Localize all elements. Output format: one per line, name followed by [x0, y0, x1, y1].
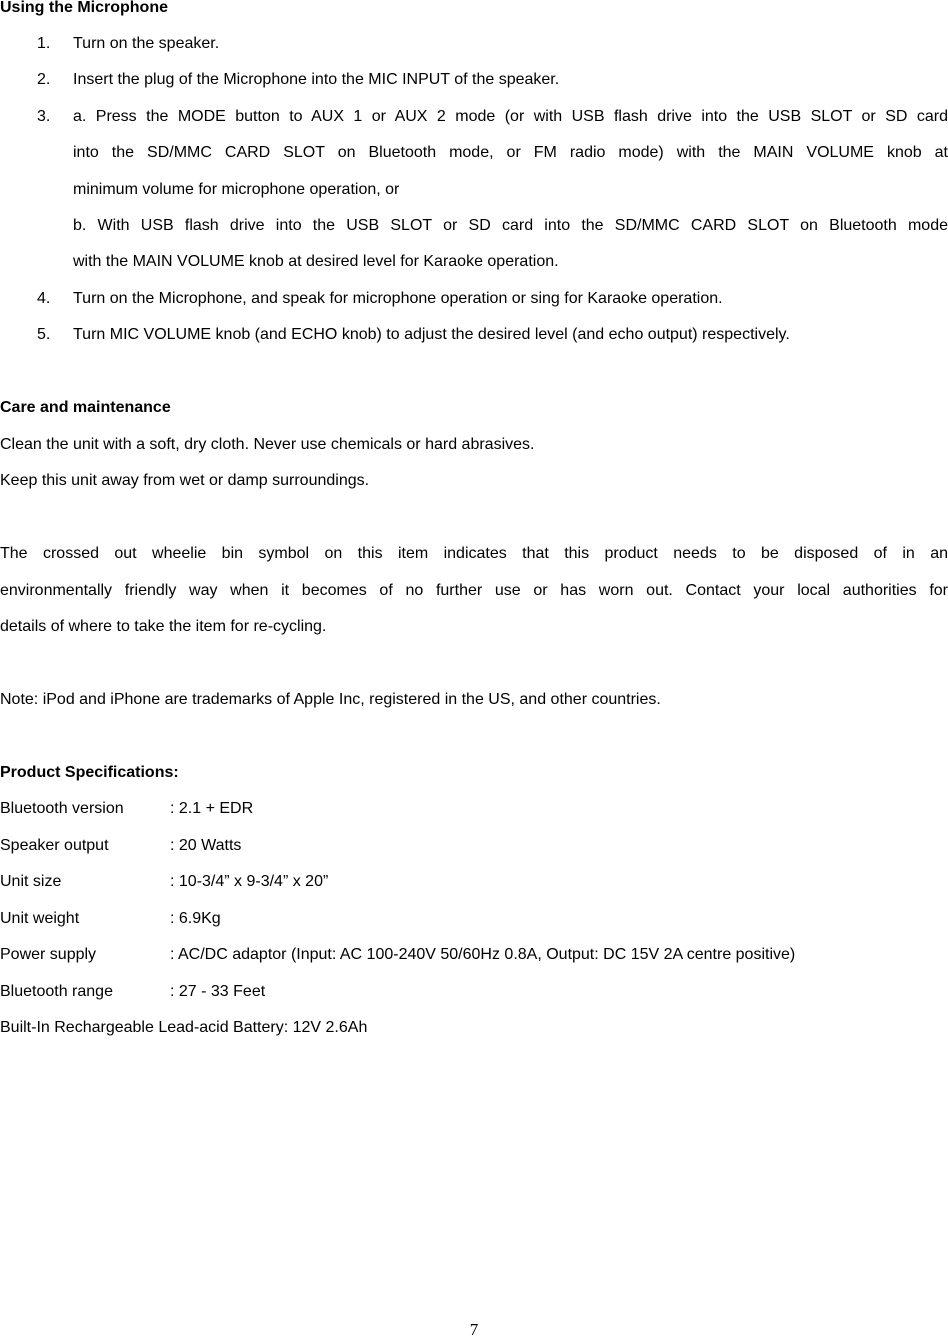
list-text: Turn on the Microphone, and speak for microphone operation or sing for Karaoke operation. [73, 290, 723, 307]
list-text: into the SD/MMC CARD SLOT on Bluetooth mode, or FM radio mode) with the MAIN VOLUME knob at [73, 144, 948, 161]
list-text: Insert the plug of the Microphone into the MIC INPUT of the speaker. [73, 71, 560, 88]
page-number: 7 [469, 1320, 479, 1339]
paragraph-line: The crossed out wheelie bin symbol on this item indicates that this product needs to be disposed of in an [0, 545, 948, 562]
list-text: a. Press the MODE button to AUX 1 or AUX 2 mode (or with USB flash drive into the USB SLOT or SD card [73, 108, 948, 125]
paragraph-line: details of where to take the item for re-cycling. [0, 618, 327, 635]
section-title-microphone: Using the Microphone [0, 0, 168, 16]
spec-value: : 20 Watts [170, 837, 242, 854]
paragraph-line: environmentally friendly way when it becomes of no further use or has worn out. Contact your local authorities for [0, 582, 948, 599]
spec-value: : 6.9Kg [170, 910, 221, 927]
spec-label: Speaker output [0, 837, 109, 854]
spec-label: Unit weight [0, 910, 80, 927]
list-text: Turn MIC VOLUME knob (and ECHO knob) to adjust the desired level (and echo output) respectively. [73, 326, 790, 343]
spec-value: : 10-3/4” x 9-3/4” x 20” [170, 873, 329, 890]
spec-label: Bluetooth range [0, 983, 113, 1000]
section-title-specs: Product Specifications: [0, 764, 179, 781]
paragraph-line: Keep this unit away from wet or damp surroundings. [0, 472, 370, 489]
spec-value: : 27 - 33 Feet [170, 983, 266, 1000]
list-number: 3. [37, 108, 51, 125]
list-number: 1. [37, 35, 51, 52]
spec-label: Bluetooth version [0, 800, 124, 817]
spec-value: : AC/DC adaptor (Input: AC 100-240V 50/60Hz 0.8A, Output: DC 15V 2A centre positive) [170, 946, 796, 963]
paragraph-line: Clean the unit with a soft, dry cloth. Never use chemicals or hard abrasives. [0, 436, 535, 453]
spec-label: Unit size [0, 873, 62, 890]
list-number: 4. [37, 290, 51, 307]
list-number: 2. [37, 71, 51, 88]
list-text: with the MAIN VOLUME knob at desired level for Karaoke operation. [73, 253, 559, 270]
list-number: 5. [37, 326, 51, 343]
spec-value: : 2.1 + EDR [170, 800, 254, 817]
spec-label: Power supply [0, 946, 97, 963]
battery-spec: Built-In Rechargeable Lead-acid Battery: 12V 2.6Ah [0, 1019, 368, 1036]
list-text: Turn on the speaker. [73, 35, 220, 52]
list-text: b. With USB flash drive into the USB SLOT or SD card into the SD/MMC CARD SLOT on Bluetooth mode [73, 217, 948, 234]
trademark-note: Note: iPod and iPhone are trademarks of Apple Inc, registered in the US, and other countries. [0, 691, 661, 708]
section-title-care: Care and maintenance [0, 399, 171, 416]
list-text: minimum volume for microphone operation, or [73, 181, 400, 198]
